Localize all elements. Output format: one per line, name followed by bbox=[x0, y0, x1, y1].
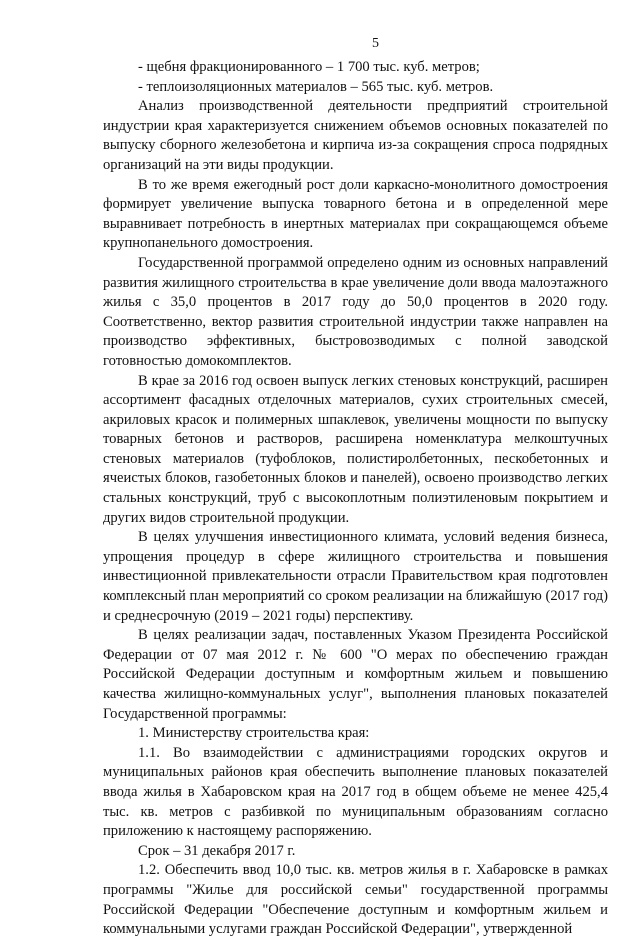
paragraph: 1. Министерству строительства края: bbox=[138, 725, 370, 742]
list-item: - щебня фракционированного – 1 700 тыс. куб. метров; bbox=[138, 59, 480, 75]
paragraph: Анализ производственной деятельности предприятий строительной индустрии края характеризуется снижением объемов основных показателей по выпуску сборного железобетона и кирпича из-за сокращения спроса подрядных организаций на эти виды продукции. bbox=[103, 98, 608, 173]
paragraph: 1.1. Во взаимодействии с администрациями городских округов и муниципальных районов края обеспечить выполнение плановых показателей ввода жилья в Хабаровском края на 2017 год в общем объеме не менее 425,4 тыс. кв. метров с разбивкой по муниципальным образованиям согласно приложению к настоящему распоряжению. bbox=[103, 744, 608, 840]
paragraph: В целях улучшения инвестиционного климата, условий ведения бизнеса, упрощения процедур в сфере жилищного строительства и повышения инвестиционной привлекательности отрасли Правительством края подготовлен комплексный план мероприятий со сроком реализации на ближайшую (2017 год) и среднесрочную (2019 – 2021 годы) перспективу. bbox=[103, 529, 608, 624]
page-number: 5 bbox=[372, 36, 379, 51]
paragraph: Государственной программой определено одним из основных направлений развития жилищного строительства в крае увеличение доли ввода малоэтажного жилья с 35,0 процентов в 2017 году до 50,0 процентов в 2020 году. Соответственно, вектор развития строительной индустрии также направлен на производство эффективных, быстровозводимых с полной заводской готовностью домокомплектов. bbox=[103, 254, 608, 369]
document-body bbox=[103, 58, 608, 940]
paragraph: В крае за 2016 год освоен выпуск легких стеновых конструкций, расширен ассортимент фасадных отделочных материалов, сухих строительных смесей, акриловых красок и полимерных шпаклевок, увеличены мощности по выпуску товарных бетонов и растворов, расширена номенклатура мелкоштучных стеновых материалов (туфоблоков, полистиролбетонных, пескобетонных и ячеистых блоков, газобетонных блоков и панелей), освоено производство легких стальных конструкций, труб с высокоплотным полиэтиленовым покрытием и других видов строительной продукции. bbox=[103, 372, 608, 526]
paragraph: В целях реализации задач, поставленных Указом Президента Российской Федерации от 07 мая 2012 г. № 600 "О мерах по обеспечению граждан Российской Федерации доступным и комфортным жильем и повышению качества жилищно-коммунальных услуг", выполнения плановых показателей Государственной программы: bbox=[103, 627, 608, 722]
list-item: - теплоизоляционных материалов – 565 тыс. куб. метров. bbox=[138, 78, 494, 95]
paragraph: 1.2. Обеспечить ввод 10,0 тыс. кв. метров жилья в г. Хабаровске в рамках программы "Жилье для российской семьи" государственной программы Российской Федерации "Обеспечение доступным и комфортным жильем и коммунальными услугами граждан Российской Федерации", утвержденной bbox=[103, 862, 608, 938]
paragraph: Срок – 31 декабря 2017 г. bbox=[138, 842, 296, 859]
paragraph: В то же время ежегодный рост доли каркасно-монолитного домостроения формирует увеличение выпуска товарного бетона и в определенной мере выравнивает потребность в инертных материалах при сокращающемся объеме крупнопанельного домостроения. bbox=[103, 176, 608, 252]
